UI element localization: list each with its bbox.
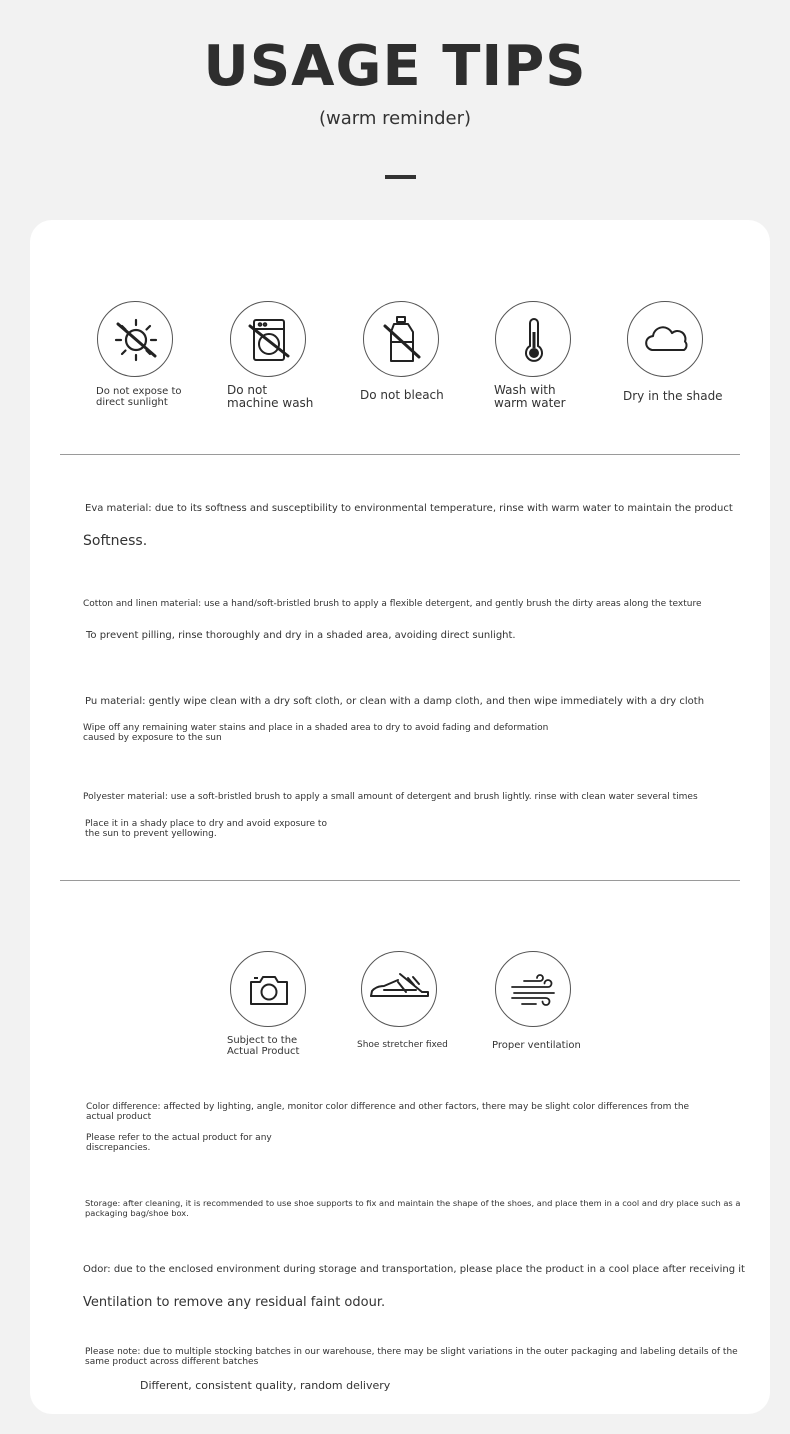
notice-line: Ventilation to remove any residual faint odour. [83, 1295, 386, 1310]
material-line: To prevent pilling, rinse thoroughly and dry in a shaded area, avoiding direct sunlight. [86, 630, 516, 641]
tips-card [30, 220, 770, 1414]
icon-label: Do not expose to direct sunlight [96, 386, 182, 408]
notice-line: Please note: due to multiple stocking batches in our warehouse, there may be slight variations in the outer packaging and labeling details of the same product across different batches [85, 1347, 738, 1367]
material-line: Eva material: due to its softness and susceptibility to environmental temperature, rinse with warm water to maintain the product [85, 503, 733, 514]
no-machine-wash-icon [230, 301, 306, 377]
notice-line: Color difference: affected by lighting, angle, monitor color difference and other factors, there may be slight color differences from the actual product [86, 1102, 690, 1122]
icon-label: Shoe stretcher fixed [357, 1040, 448, 1050]
notice-line: Please refer to the actual product for any discrepancies. [86, 1133, 272, 1153]
material-line: Place it in a shady place to dry and avoid exposure to the sun to prevent yellowing. [85, 819, 327, 839]
icon-label: Wash with warm water [494, 383, 566, 410]
notice-line: Storage: after cleaning, it is recommended to use shoe supports to fix and maintain the shape of the shoes, and place them in a cool and dry place such as a packaging bag/shoe box. [85, 1198, 741, 1218]
no-sun-icon [97, 301, 173, 377]
thermometer-icon [495, 301, 571, 377]
material-line: Cotton and linen material: use a hand/soft-bristled brush to apply a flexible detergent, and gently brush the dirty areas along the texture [83, 599, 702, 609]
icon-label: Dry in the shade [623, 389, 723, 403]
notice-line: Odor: due to the enclosed environment during storage and transportation, please place the product in a cool place after receiving it [83, 1264, 745, 1275]
title-underline [385, 175, 416, 179]
material-line: Wipe off any remaining water stains and place in a shaded area to dry to avoid fading and deformation caused by exposure to the sun [83, 723, 549, 743]
wind-icon [495, 951, 571, 1027]
cloud-icon [627, 301, 703, 377]
shoe-stretcher-icon [361, 951, 437, 1027]
icon-label: Do not bleach [360, 388, 444, 402]
page-title: USAGE TIPS [203, 34, 587, 99]
material-line: Polyester material: use a soft-bristled brush to apply a small amount of detergent and brush lightly. rinse with clean water several times [83, 792, 698, 802]
divider [60, 880, 740, 881]
divider [60, 454, 740, 455]
no-bleach-icon [363, 301, 439, 377]
camera-icon [230, 951, 306, 1027]
page-subtitle: (warm reminder) [318, 108, 472, 129]
material-line: Softness. [83, 533, 148, 549]
icon-label: Proper ventilation [492, 1040, 581, 1051]
material-line: Pu material: gently wipe clean with a dry soft cloth, or clean with a damp cloth, and then wipe immediately with a dry cloth [85, 696, 705, 707]
icon-label: Subject to the Actual Product [227, 1035, 300, 1057]
icon-label: Do not machine wash [227, 383, 314, 410]
notice-line: Different, consistent quality, random delivery [140, 1379, 391, 1392]
